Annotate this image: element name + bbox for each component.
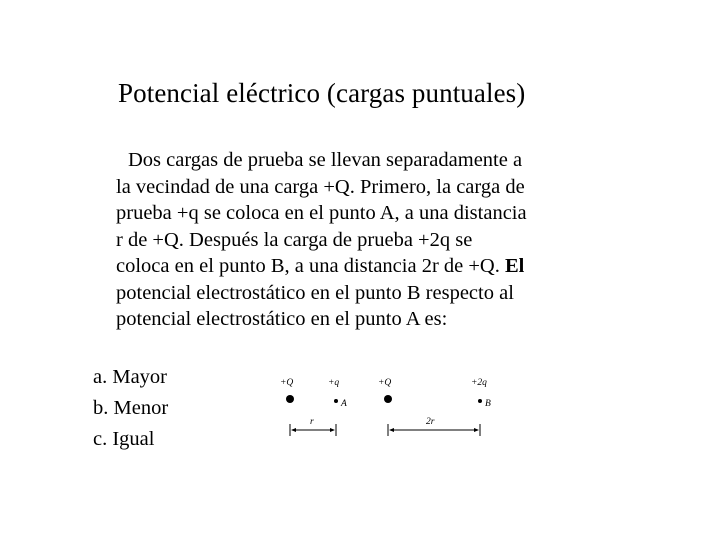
answer-options (93, 362, 168, 455)
label-q: +q (328, 378, 340, 388)
option-c: c. Igual (93, 428, 155, 450)
slide-title: Potencial eléctrico (cargas puntuales) (118, 78, 526, 108)
label-point-A: A (341, 399, 347, 409)
test-charge-2q (478, 399, 482, 403)
problem-line: potencial electrostático en el punto A es: (116, 308, 448, 330)
charge-Q-left (286, 395, 294, 403)
arrowhead-right (330, 428, 335, 432)
test-charge-q (334, 399, 338, 403)
arrowhead-right-2 (474, 428, 479, 432)
problem-line-bold: El (504, 255, 525, 277)
problem-statement (116, 147, 606, 333)
label-Q-right: +Q (378, 378, 392, 388)
problem-line: Dos cargas de prueba se llevan separadamente a (128, 149, 523, 171)
label-2r: 2r (426, 417, 435, 427)
problem-line: potencial electrostático en el punto B respecto al (116, 281, 514, 304)
arrowhead-left (291, 428, 296, 432)
label-Q-left: +Q (280, 378, 294, 388)
charge-Q-right (384, 395, 392, 403)
problem-line: prueba +q se coloca en el punto A, a una distancia (116, 202, 527, 224)
label-2q: +2q (471, 378, 487, 388)
problem-line: la vecindad de una carga +Q. Primero, la carga de (116, 175, 525, 198)
label-point-B: B (485, 399, 491, 409)
problem-line (116, 253, 606, 280)
charge-diagram (270, 368, 510, 450)
label-r: r (310, 417, 314, 427)
option-a: a. Mayor (93, 366, 168, 388)
arrowhead-left-2 (389, 428, 394, 432)
option-b: b. Menor (93, 397, 169, 419)
problem-line-part: coloca en el punto B, a una distancia 2r de +Q. (116, 255, 500, 277)
problem-line: r de +Q. Después la carga de prueba +2q se (116, 228, 473, 251)
